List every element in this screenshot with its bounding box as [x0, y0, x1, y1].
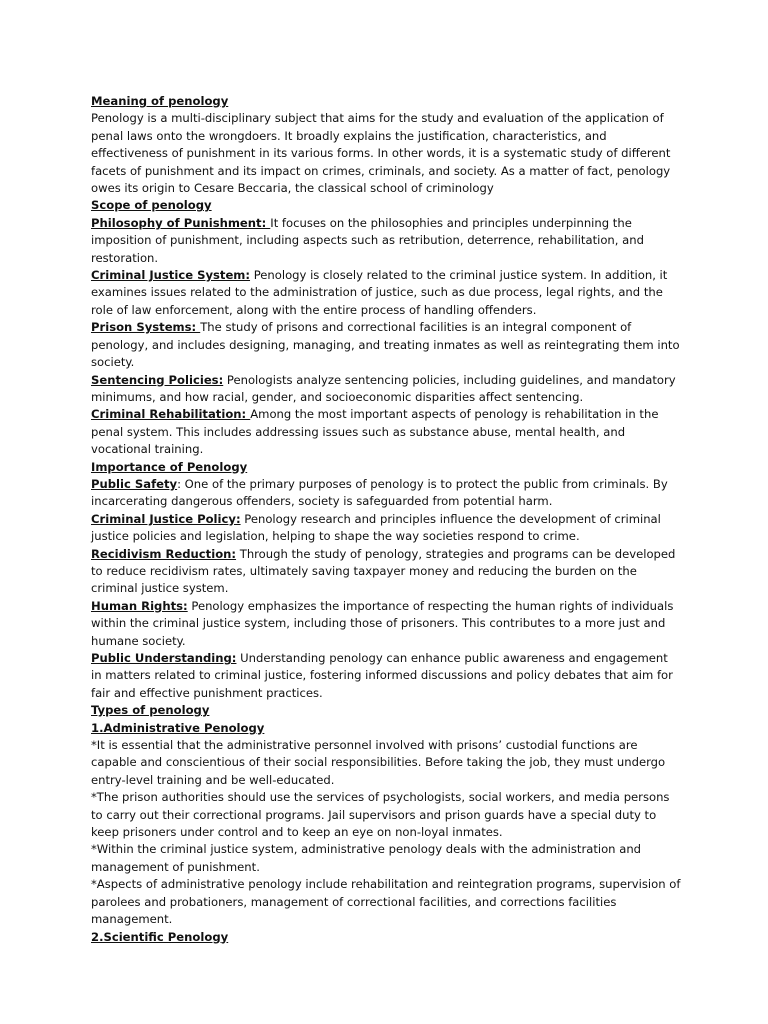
importance-term: Human Rights: [91, 598, 188, 613]
importance-item-public-safety [91, 476, 681, 511]
importance-item-public-understanding [91, 650, 681, 702]
scope-term: Sentencing Policies: [91, 372, 224, 387]
scope-item-criminal-justice [91, 267, 681, 319]
importance-term: Recidivism Reduction: [91, 546, 237, 561]
scope-item-philosophy [91, 215, 681, 267]
importance-term: Criminal Justice Policy: [91, 511, 241, 526]
importance-text: : One of the primary purposes of penology is to protect the public from criminals. By incarcerating dangerous offenders, society is safeguarded from potential harm. [91, 476, 668, 509]
scope-term: Criminal Rehabilitation: [91, 407, 251, 422]
scientific-heading: 2.Scientific Penology [91, 929, 229, 944]
scope-term: Criminal Justice System: [91, 268, 251, 283]
importance-text: Through the study of penology, strategies and programs can be developed to reduce recidivism rates, ultimately saving taxpayer money and reducing the burden on the criminal justice system. [91, 546, 676, 596]
scope-text: Penologists analyze sentencing policies, including guidelines, and mandatory minimums, and how racial, gender, and socioeconomic disparities affect sentencing. [91, 372, 676, 404]
scope-item-prison-systems [91, 319, 681, 371]
types-heading: Types of penology [91, 703, 210, 718]
scope-heading: Scope of penology [91, 198, 212, 213]
administrative-point: *Aspects of administrative penology include rehabilitation and reintegration programs, supervision of parolees and probationers, management of correctional facilities, and corrections facilities management. [91, 877, 681, 927]
administrative-heading: 1.Administrative Penology [91, 720, 265, 735]
scope-text: Penology is closely related to the criminal justice system. In addition, it examines issues related to the administration of justice, such as due process, legal rights, and the role of law enforcement, along with the entire process of handling offenders. [91, 268, 668, 317]
importance-text: Understanding penology can enhance public awareness and engagement in matters related to criminal justice, fostering informed discussions and policy debates that aim for fair and effective punishment practices. [91, 651, 673, 700]
importance-item-human-rights [91, 598, 681, 650]
administrative-point: *Within the criminal justice system, administrative penology deals with the administration and management of punishment. [91, 842, 642, 874]
document-body [91, 93, 681, 946]
scope-text: It focuses on the philosophies and principles underpinning the imposition of punishment, including aspects such as retribution, deterrence, rehabilitation, and restoration. [91, 215, 644, 265]
scope-text: Among the most important aspects of penology is rehabilitation in the penal system. This includes addressing issues such as substance abuse, mental health, and vocational training. [91, 407, 659, 457]
meaning-paragraph: Penology is a multi-disciplinary subject that aims for the study and evaluation of the application of penal laws onto the wrongdoers. It broadly explains the justification, characteristics, and effectiveness of punishment in its various forms. In other words, it is a systematic study of different facets of punishment and its impact on crimes, criminals, and society. As a matter of fact, penology owes its origin to Cesare Beccaria, the classical school of criminology [91, 111, 671, 196]
scope-item-rehabilitation [91, 406, 681, 458]
scope-term: Prison Systems: [91, 320, 201, 335]
administrative-point: *It is essential that the administrative personnel involved with prisons’ custodial functions are capable and conscientious of their social responsibilities. Before taking the job, they must undergo entry-level training and be well-educated. [91, 738, 666, 787]
scope-item-sentencing [91, 372, 681, 407]
scope-text: The study of prisons and correctional facilities is an integral component of penology, and includes designing, managing, and treating inmates as well as reintegrating them into society. [91, 320, 680, 370]
importance-item-recidivism [91, 546, 681, 598]
importance-term: Public Understanding: [91, 651, 237, 665]
importance-text: Penology research and principles influence the development of criminal justice policies and legislation, helping to shape the way societies respond to crime. [91, 511, 661, 544]
scope-term: Philosophy of Punishment: [91, 215, 271, 230]
importance-text: Penology emphasizes the importance of respecting the human rights of individuals within the criminal justice system, including those of prisoners. This contributes to a more just and humane society. [91, 598, 674, 648]
importance-item-policy [91, 511, 681, 546]
importance-heading: Importance of Penology [91, 459, 248, 474]
importance-term: Public Safety [91, 476, 178, 491]
meaning-heading: Meaning of penology [91, 94, 229, 108]
administrative-point: *The prison authorities should use the services of psychologists, social workers, and media persons to carry out their correctional programs. Jail supervisors and prison guards have a special duty to keep prisoners under control and to keep an eye on non-loyal inmates. [91, 790, 670, 840]
